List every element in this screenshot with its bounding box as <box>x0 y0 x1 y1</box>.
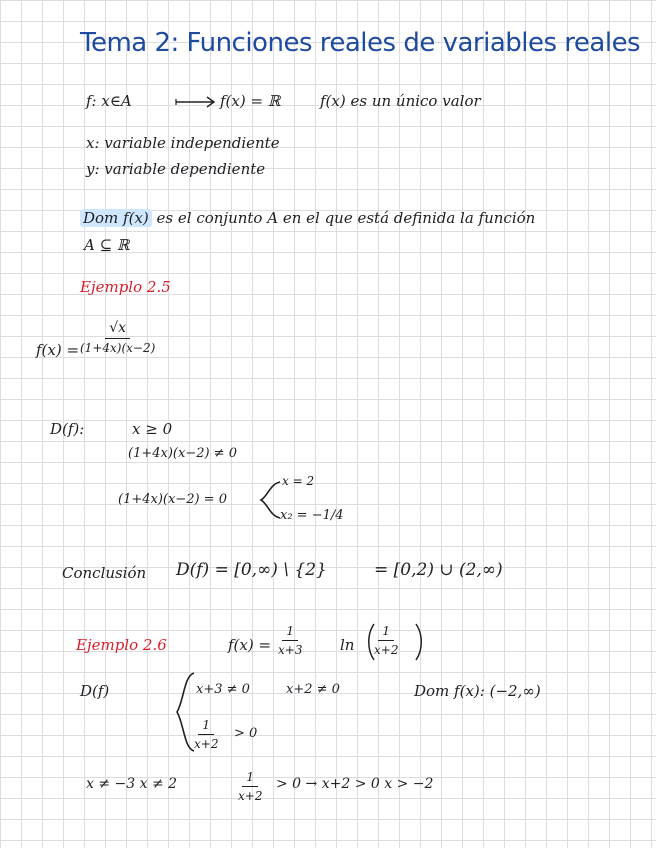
ex2-b-num: 1 <box>242 770 258 787</box>
ex2-b-den: x+2 <box>238 789 263 803</box>
ex2-cond3-fraction <box>194 718 218 751</box>
var-y-line: y: variable dependiente <box>86 160 266 178</box>
ex2-bottom-rel: > 0 → x+2 > 0 x > −2 <box>276 776 434 792</box>
ex1-f-num: √x <box>105 320 130 339</box>
def-map-from: f: x∈A <box>86 92 132 110</box>
ex1-conclusion-result: = [0,2) ∪ (2,∞) <box>374 560 503 580</box>
ex2-cond2: x+2 ≠ 0 <box>286 682 340 697</box>
example-2-5-label: Ejemplo 2.5 <box>80 278 171 296</box>
domain-label: Dom f(x) <box>80 209 152 227</box>
domain-subset: A ⊆ ℝ <box>84 236 130 254</box>
ex2-bottom-fraction <box>238 770 262 803</box>
domain-def-line <box>80 209 535 227</box>
ex1-f-lhs: f(x) = <box>36 341 80 359</box>
ex2-c3-num: 1 <box>198 718 214 735</box>
ex1-f-den: (1+4x)(x−2) <box>80 341 156 355</box>
ex2-ln-den: x+2 <box>374 643 399 657</box>
page-title: Tema 2: Funciones reales de variables reales <box>80 28 641 58</box>
domain-text: es el conjunto A en el que está definida la función <box>156 209 536 227</box>
ex2-dom: Dom f(x): (−2,∞) <box>414 682 541 700</box>
def-map-to: f(x) = ℝ <box>220 92 281 110</box>
ex1-root1: x = 2 <box>282 474 315 488</box>
ex2-bottom-left: x ≠ −3 x ≠ 2 <box>86 776 178 792</box>
def-unique: f(x) es un único valor <box>320 92 481 110</box>
ex1-conclusion-expr: D(f) = [0,∞) \ {2} <box>176 560 327 580</box>
ex1-d-label: D(f): <box>50 420 85 438</box>
ex2-fraction <box>278 624 302 657</box>
ex2-ln: ln <box>340 636 355 654</box>
ex2-c3-den: x+2 <box>194 737 219 751</box>
ex2-f-num: 1 <box>282 624 298 641</box>
ex2-c3-rel: > 0 <box>234 726 258 741</box>
ex1-eq: (1+4x)(x−2) = 0 <box>118 492 227 507</box>
ex2-f-den: x+3 <box>278 643 303 657</box>
ex2-cond1: x+3 ≠ 0 <box>196 682 250 697</box>
var-x-line: x: variable independiente <box>86 134 280 152</box>
ex2-d-label: D(f) <box>80 682 110 700</box>
example-2-6-label: Ejemplo 2.6 <box>76 636 167 654</box>
ex1-root2: x₂ = −1/4 <box>280 508 344 523</box>
arrow-icon <box>174 96 216 108</box>
ex2-ln-fraction <box>374 624 398 657</box>
ex1-cond1: x ≥ 0 <box>132 420 173 438</box>
ex2-f-lhs: f(x) = <box>228 636 272 654</box>
ex1-conclusion-label: Conclusión <box>62 564 147 582</box>
ex1-fraction <box>80 320 155 355</box>
right-paren-icon <box>414 622 424 662</box>
ex2-ln-num: 1 <box>378 624 394 641</box>
ex1-cond2: (1+4x)(x−2) ≠ 0 <box>128 446 237 461</box>
